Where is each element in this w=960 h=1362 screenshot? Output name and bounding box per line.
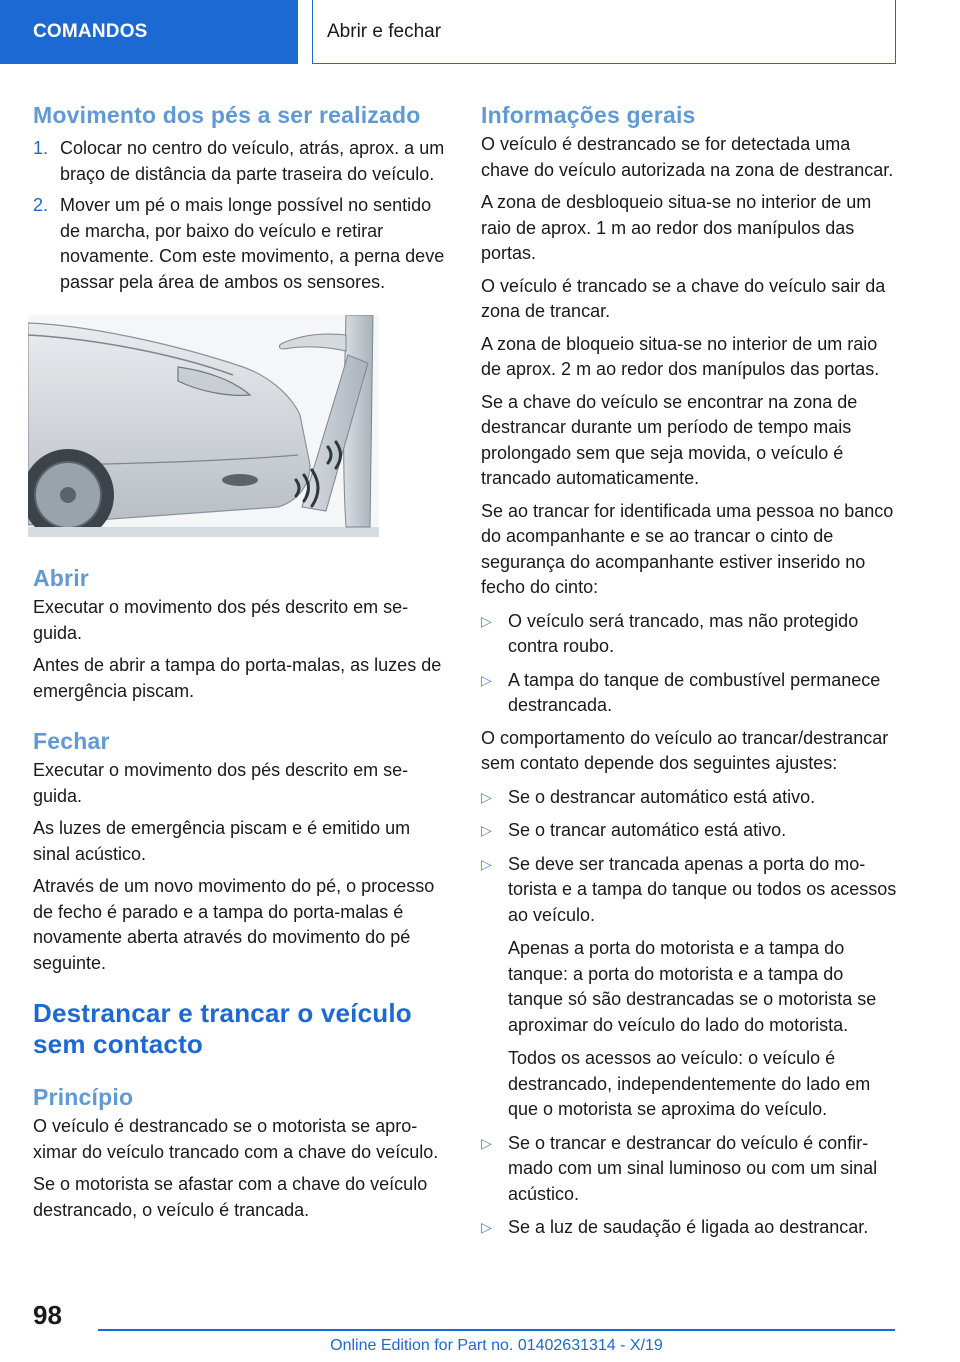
foot-gesture-illustration bbox=[28, 315, 379, 537]
principle-paragraph: O veículo é destrancado se o motorista se aproximar do veículo trancado com a chave do veículo. bbox=[33, 1116, 439, 1162]
paragraph: O veículo é trancado se a chave do veículo sair da zona de trancar. bbox=[481, 275, 886, 321]
triangle-bullet-icon: ▷ bbox=[481, 612, 492, 629]
bullet-text: Se deve ser trancada apenas a porta do motorista e a tampa do tanque ou todos os acessos ao veículo. bbox=[508, 853, 897, 925]
passenger-bullets bbox=[481, 609, 898, 719]
bullet-text: Se a luz de saudação é ligada ao destrancar. bbox=[508, 1217, 869, 1237]
page-number: 98 bbox=[33, 1300, 62, 1330]
edition-text: Online Edition for Part no. 01402631314 - X/19 bbox=[330, 1337, 663, 1354]
bullet-text: Se o destrancar automático está ativo. bbox=[508, 786, 816, 807]
open-heading: Abrir bbox=[33, 565, 89, 591]
list-item bbox=[33, 136, 448, 187]
list-item bbox=[481, 818, 898, 844]
chapter-title: Abrir e fechar bbox=[312, 0, 896, 64]
paragraph: A zona de desbloqueio situa-se no interior de um raio de aprox. 1 m ao redor dos manípulos das portas. bbox=[481, 192, 872, 263]
list-item bbox=[481, 785, 898, 811]
triangle-bullet-icon: ▷ bbox=[481, 822, 492, 838]
movement-heading: Movimento dos pés a ser realizado bbox=[33, 102, 421, 128]
close-paragraph: Através de um novo movimento do pé, o processo de fecho é parado e a tampa do porta-malas é novamente aberta através do movimento do pé seguinte. bbox=[33, 876, 435, 973]
paragraph: Se a chave do veículo se encontrar na zona de destrancar durante um período de tempo mais prolongado sem que seja movida, o veículo é trancado automaticamente. bbox=[481, 391, 858, 488]
close-paragraph: As luzes de emergência piscam e é emitido um sinal acústico. bbox=[33, 818, 411, 864]
step-text: Colocar no centro do veículo, atrás, aprox. a um braço de distância da parte traseira do veículo. bbox=[60, 138, 445, 184]
paragraph: O comportamento do veículo ao trancar/destrancar sem contato depende dos seguintes ajustes: bbox=[481, 727, 889, 773]
open-paragraph: Antes de abrir a tampa do porta-malas, as luzes de emergência piscam. bbox=[33, 655, 442, 701]
list-item bbox=[481, 668, 898, 719]
movement-steps bbox=[33, 136, 448, 295]
general-info-heading: Informações gerais bbox=[481, 102, 696, 128]
triangle-bullet-icon: ▷ bbox=[481, 671, 492, 688]
footer-divider bbox=[98, 1329, 895, 1331]
close-paragraph: Executar o movimento dos pés descrito em seguida. bbox=[33, 760, 409, 806]
list-item bbox=[481, 1215, 898, 1241]
principle-paragraph: Se o motorista se afastar com a chave do veículo destrancado, o veículo é trancada. bbox=[33, 1174, 428, 1220]
step-text: Mover um pé o mais longe possível no sentido de marcha, por baixo do veículo e retirar novamente. Com este movimento, a perna deve passar pela área de ambos os sensores. bbox=[60, 195, 445, 292]
right-column bbox=[481, 100, 898, 1241]
list-item bbox=[481, 852, 898, 1123]
section-heading: Destrancar e trancar o veículo sem contacto bbox=[33, 998, 412, 1059]
settings-bullets bbox=[481, 785, 898, 1241]
triangle-bullet-icon: ▷ bbox=[481, 1219, 492, 1235]
list-item bbox=[481, 1131, 898, 1208]
paragraph: O veículo é destrancado se for detectada uma chave do veículo autorizada na zona de destrancar. bbox=[481, 134, 894, 180]
bullet-text: A tampa do tanque de combustível permanece destrancada. bbox=[508, 669, 881, 715]
bullet-text: Se o trancar e destrancar do veículo é confirmado com um sinal luminoso ou com um sinal acústico. bbox=[508, 1132, 878, 1204]
paragraph: A zona de bloqueio situa-se no interior de um raio de aprox. 2 m ao redor dos manípulos das portas. bbox=[481, 333, 880, 379]
bullet-subtext: Apenas a porta do motorista e a tampa do tanque: a porta do motorista e a tampa do tanque só são destrancadas se o motorista se aproximar do veículo do lado do motorista. bbox=[508, 938, 877, 1035]
close-heading: Fechar bbox=[33, 728, 110, 754]
open-paragraph: Executar o movimento dos pés descrito em seguida. bbox=[33, 597, 409, 643]
step-number: 1. bbox=[33, 138, 49, 158]
bullet-subtext: Todos os acessos ao veículo: o veículo é destrancado, independentemente do lado em que o motorista se aproxima do veículo. bbox=[508, 1048, 871, 1119]
triangle-bullet-icon: ▷ bbox=[481, 788, 492, 805]
list-item bbox=[33, 193, 448, 295]
principle-heading: Princípio bbox=[33, 1084, 134, 1110]
left-column bbox=[33, 100, 448, 1223]
bullet-text: O veículo será trancado, mas não protegido contra roubo. bbox=[508, 610, 859, 656]
step-number: 2. bbox=[33, 195, 49, 215]
triangle-bullet-icon: ▷ bbox=[481, 1134, 492, 1151]
triangle-bullet-icon: ▷ bbox=[481, 855, 492, 872]
section-tab: COMANDOS bbox=[0, 0, 298, 64]
paragraph: Se ao trancar for identificada uma pessoa no banco do acompanhante e se ao trancar o cinto de segurança do acompanhante estiver inserido no fecho do cinto: bbox=[481, 500, 894, 597]
list-item bbox=[481, 609, 898, 660]
car-rear-illustration bbox=[28, 315, 379, 537]
bullet-text: Se o trancar automático está ativo. bbox=[508, 820, 787, 840]
